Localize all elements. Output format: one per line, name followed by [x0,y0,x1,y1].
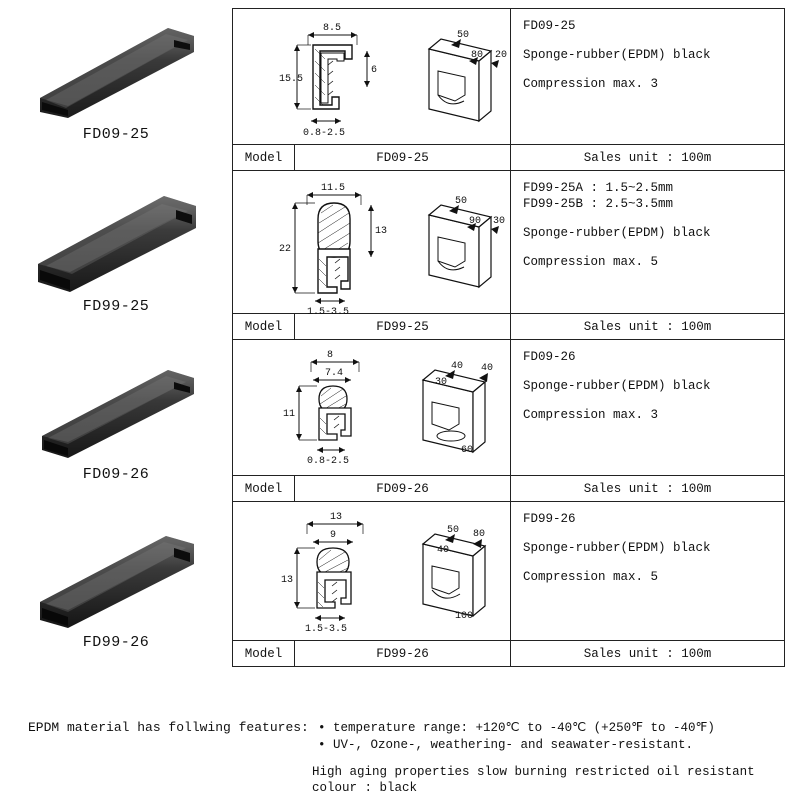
desc-line: FD99-25A : 1.5~2.5mm [523,181,674,195]
dim-grip: 0.8-2.5 [307,456,350,467]
table-footer-row [233,640,784,666]
product-label: FD99-25 [82,298,150,315]
description-cell [511,9,784,144]
description-cell [511,502,784,640]
table-row [233,171,784,340]
model-value: FD09-25 [295,145,511,170]
seal-photo-fd99-26 [28,522,208,632]
desc-line: Sponge-rubber(EPDM) black [523,541,711,555]
table-footer-row [233,475,784,501]
table-row [233,340,784,502]
dim-width: 13 [330,512,343,523]
dim-grip: 1.5-3.5 [307,307,350,318]
cross-section-drawing-fd99-26 [233,502,511,638]
dim-width: 11.5 [321,183,346,194]
dim-grip: 1.5-3.5 [305,624,348,635]
desc-line: Compression max. 5 [523,255,659,269]
force-value: 80 [471,50,484,61]
model-value: FD99-25 [295,314,511,339]
sales-unit: Sales unit : 100m [583,481,712,496]
desc-line: Sponge-rubber(EPDM) black [523,226,711,240]
product-photo-block [0,350,232,510]
desc-line: FD99-26 [523,512,576,526]
feature-item: • temperature range: +120℃ to -40℃ (+250℉ to -40℉) [318,721,715,735]
desc-line: Sponge-rubber(EPDM) black [523,379,711,393]
feature-tail-line: High aging properties slow burning restricted oil resistant [312,765,755,779]
features-list [318,720,788,754]
cross-section-drawing-fd09-25 [233,9,511,142]
seal-photo-fd09-25 [28,14,208,124]
dim-inner: 6 [371,65,378,76]
dim-width: 8.5 [323,23,342,34]
model-header: Model [233,641,295,666]
dim-inner: 13 [375,226,388,237]
table-footer-row [233,144,784,170]
description-cell [511,171,784,313]
cross-section-drawing-fd99-25 [233,171,511,318]
desc-line: FD09-25 [523,19,576,33]
force-value: 90 [469,216,482,227]
feature-item: • UV-, Ozone-, weathering- and seawater-resistant. [318,738,694,752]
sales-unit: Sales unit : 100m [583,150,712,165]
force-value: 30 [493,216,506,227]
dim-height: 11 [283,409,296,420]
seal-photo-fd99-25 [28,186,208,296]
force-value: 40 [437,545,450,556]
desc-line: Sponge-rubber(EPDM) black [523,48,711,62]
drawing-cell [233,9,511,144]
product-photo-block [0,10,232,170]
force-value: 20 [495,50,508,61]
desc-line: Compression max. 5 [523,570,659,584]
specification-table [232,8,785,667]
force-value: 100 [455,611,474,622]
product-label: FD99-26 [82,634,150,651]
dim-height: 15.5 [279,74,304,85]
dim-grip: 0.8-2.5 [303,128,346,139]
table-row [233,502,784,666]
description-cell [511,340,784,475]
drawing-cell [233,502,511,640]
model-header: Model [233,145,295,170]
force-value: 50 [457,30,470,41]
force-value: 40 [481,363,494,374]
dim-width2: 9 [330,530,337,541]
product-label: FD09-25 [82,126,150,143]
model-value: FD99-26 [295,641,511,666]
force-value: 30 [435,377,448,388]
force-value: 80 [473,529,486,540]
desc-line: FD99-25B : 2.5~3.5mm [523,197,674,211]
sales-unit: Sales unit : 100m [583,319,712,334]
force-value: 50 [455,196,468,207]
desc-line: Compression max. 3 [523,408,659,422]
drawing-cell [233,340,511,475]
dim-width2: 7.4 [325,368,344,379]
desc-line: Compression max. 3 [523,77,659,91]
table-row [233,9,784,171]
sales-unit: Sales unit : 100m [583,646,712,661]
product-photo-column [0,0,232,690]
product-label: FD09-26 [82,466,150,483]
product-photo-block [0,518,232,678]
cross-section-drawing-fd09-26 [233,340,511,473]
force-value: 40 [451,361,464,372]
desc-line: FD09-26 [523,350,576,364]
dim-height: 13 [281,575,294,586]
model-value: FD09-26 [295,476,511,501]
seal-photo-fd09-26 [28,354,208,464]
model-header: Model [233,314,295,339]
dim-width: 8 [327,350,334,361]
force-value: 50 [447,525,460,536]
features-lead: EPDM material has follwing features: [28,720,309,735]
product-photo-block [0,182,232,342]
features-tail [312,764,792,796]
feature-tail-line: colour : black [312,781,418,795]
force-value: 60 [461,445,474,456]
drawing-cell [233,171,511,318]
model-header: Model [233,476,295,501]
dim-height: 22 [279,244,292,255]
